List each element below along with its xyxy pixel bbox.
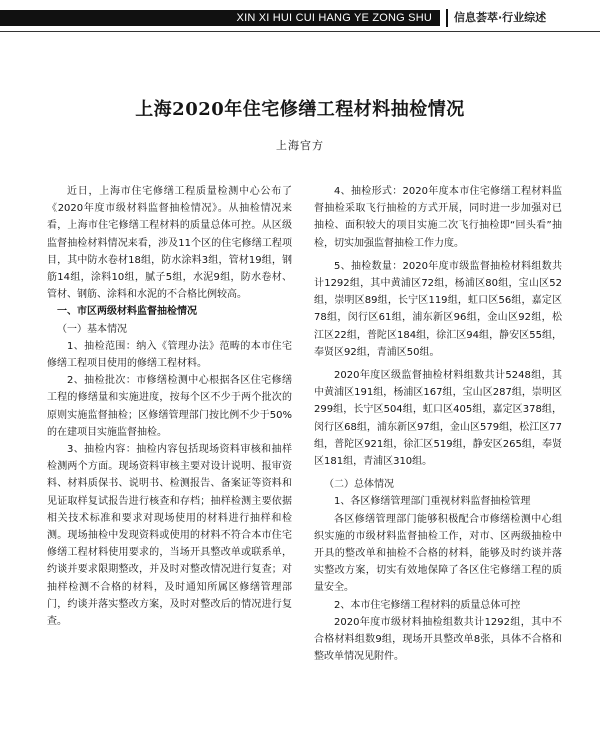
journal-pinyin-banner: XIN XI HUI CUI HANG YE ZONG SHU xyxy=(0,10,440,26)
paragraph-quantity-district: 2020年度区级监督抽检材料组数共计5248组，其中黄浦区191组，杨浦区167组，宝山区287组，崇明区299组，长宁区504组，虹口区405组，嘉定区378组，闵行区68组，浦东新区97组，金山区579组，松江区77组，普陀区921组，徐汇区519组，静安区265组，奉贤区181组，青浦区310组。 xyxy=(314,370,562,468)
paragraph-point-1-title: 1、各区修缮管理部门重视材料监督抽检管理 xyxy=(334,496,531,508)
section-heading-1: 一、市区两级材料监督抽检情况 xyxy=(57,306,197,318)
article-author: 上海官方 xyxy=(276,139,324,152)
paragraph-scope: 1、抽检范围：纳入《管理办法》范畴的本市住宅修缮工程项目使用的修缮工程材料。 xyxy=(47,340,292,370)
article-title: 上海2020年住宅修缮工程材料抽检情况 xyxy=(135,99,465,120)
intro-paragraph: 近日，上海市住宅修缮工程质量检测中心公布了《2020年度市级材料监督抽检情况》。从抽检情况来看，上海市住宅修缮工程材料的质量总体可控。从区级监督抽检材料情况来看，涉及11个区的住宅修缮工程项目，其中防水卷材18组，防水涂料3组，管材19组，钢筋14组，涂料10组，腻子5组，水泥9组，防水卷材、管材、钢筋、涂料和水泥的不合格比例较高。 xyxy=(47,186,292,301)
subsection-heading-basic: （一）基本情况 xyxy=(57,323,127,335)
subsection-heading-overall: （二）总体情况 xyxy=(324,479,394,491)
paragraph-content: 3、抽检内容：抽检内容包括现场资料审核和抽样检测两个方面。现场资料审核主要对设计说明、报审资料、材料质保书、说明书、检测报告、备案证等资料和见证取样复试报告进行核查和存档；抽样检测主要依据相关技术标准和要求对现场使用的材料进行抽样和检测。现场抽检中发现资料或使用的材料不符合本市住宅修缮工程材料使用要求的，当场开具整改单或联系单，约谈并要求限期整改，并及时对整改情况进行复查；对抽样检测不合格的材料，及时通知所属区修缮管理部门，约谈并落实整改方案，及时对整改后的情况进行复查。 xyxy=(47,444,292,628)
section-tag: 信息荟萃·行业综述 xyxy=(446,9,600,27)
paragraph-form: 4、抽检形式：2020年度本市住宅修缮工程材料监督抽检采取飞行抽检的方式开展，同时进一步加强对已抽检、面积较大的项目实施二次飞行抽检即“回头看”抽检，切实加强监督抽检工作力度。 xyxy=(314,186,562,249)
header-divider xyxy=(0,31,600,32)
paragraph-point-2-body: 2020年度市级材料抽检组数共计1292组，其中不合格材料组数9组，现场开具整改单8张，具体不合格和整改单情况见附件。 xyxy=(314,616,562,663)
paragraph-point-2-title: 2、本市住宅修缮工程材料的质量总体可控 xyxy=(334,599,521,611)
paragraph-batches: 2、抽检批次：市修缮检测中心根据各区住宅修缮工程的修缮量和实施进度，按每个区不少于两个批次的原则实施监督抽检；区修缮管理部门按比例不少于50%的在建项目实施监督抽检。 xyxy=(47,375,292,438)
paragraph-quantity-city: 5、抽检数量：2020年度市级监督抽检材料组数共计1292组，其中黄浦区72组，杨浦区80组，宝山区52组，崇明区89组，长宁区119组，虹口区56组，嘉定区78组，闵行区61组，浦东新区96组，金山区92组，松江区22组，普陀区184组，徐汇区94组，静安区55组，奉贤区92组，青浦区50组。 xyxy=(314,260,562,358)
running-header xyxy=(0,4,600,32)
paragraph-point-1-body: 各区修缮管理部门能够积极配合市修缮检测中心组织实施的市级材料监督抽检工作，对市、区两级抽检中开具的整改单和抽检不合格的材料，能够及时约谈并落实整改方案，切实有效地保障了各区住宅修缮工程的质量安全。 xyxy=(314,513,562,594)
left-column xyxy=(47,183,292,630)
right-column xyxy=(314,183,562,665)
